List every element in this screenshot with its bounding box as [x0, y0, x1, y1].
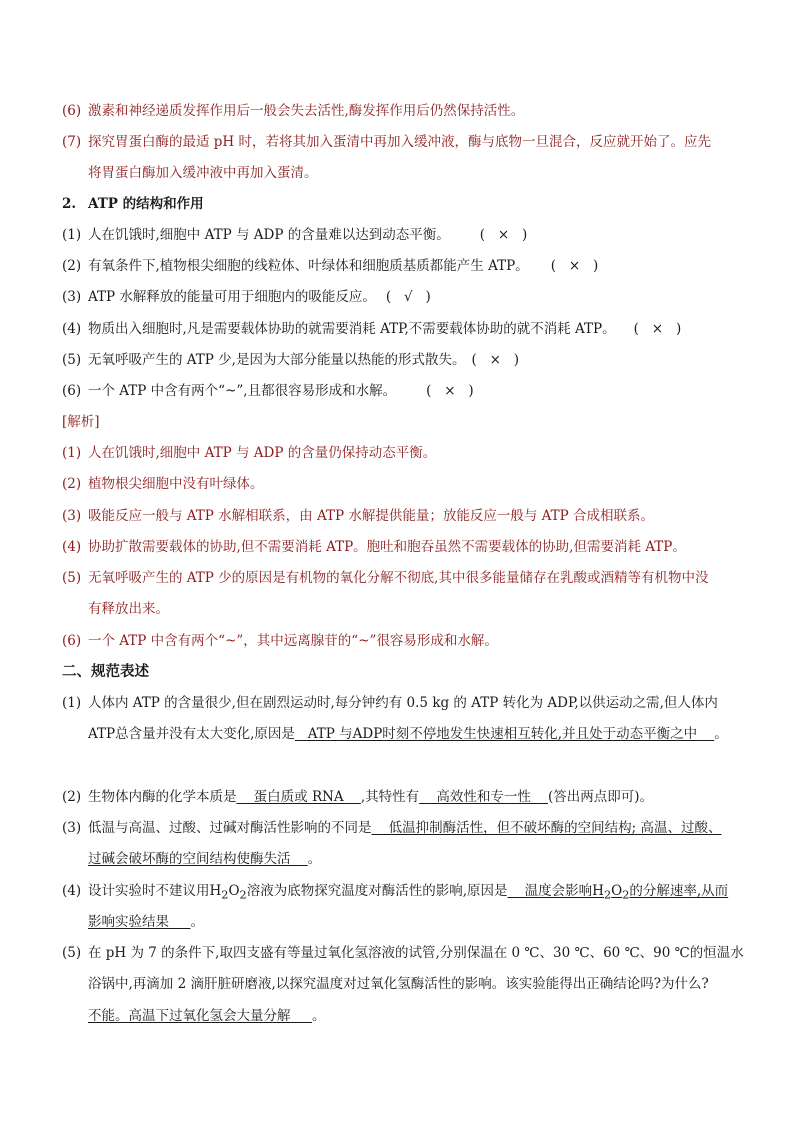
answer-mark: ( × )	[426, 383, 474, 399]
question-item: (3) 低温与高温、过酸、过碱对酶活性影响的不同是 低温抑制酶活性，但不破坏酶的空间结构; 高温、过酸、	[62, 820, 722, 836]
statement-item: (7) 探究胃蛋白酶的最适 pH 时，若将其加入蛋清中再加入缓冲液，酶与底物一旦混合，反应就开始了。应先	[62, 134, 711, 150]
fill-in-answer: 不能。高温下过氧化氢会大量分解	[88, 1008, 312, 1024]
answer-mark: ( × )	[479, 227, 528, 243]
question-continuation: ATP总含量并没有太大变化,原因是 ATP 与ADP时刻不停地发生快速相互转化,并且处于动态平衡之中 。	[88, 726, 728, 742]
question-continuation: 影响实验结果 。	[88, 914, 204, 930]
fill-in-answer: 影响实验结果	[88, 914, 191, 930]
statement-continuation: 将胃蛋白酶加入缓冲液中再加入蛋清。	[88, 165, 318, 181]
analysis-label: [解析]	[62, 414, 100, 430]
statement-item: (2) 有氧条件下,植物根尖细胞的线粒体、叶绿体和细胞质基质都能产生 ATP。 ( × )	[62, 258, 599, 274]
answer-mark: ( × )	[633, 321, 682, 337]
statement-item: (5) 无氧呼吸产生的 ATP 少,是因为大部分能量以热能的形式散失。 ( × )	[62, 352, 520, 368]
question-item: (4) 设计实验时不建议用$H_2O_2$溶液为底物探究温度对酶活性的影响,原因是 温度会影响$H_2O_2$的分解速率,从而	[62, 883, 729, 902]
question-item: (5) 在 pH 为 7 的条件下,取四支盛有等量过氧化氢溶液的试管,分别保温在 0 ℃、30 ℃、60 ℃、90 ℃的恒温水	[62, 945, 744, 961]
section-heading: 2. ATP 的结构和作用	[62, 196, 204, 212]
analysis-item: (5) 无氧呼吸产生的 ATP 少的原因是有机物的氧化分解不彻底,其中很多能量储存在乳酸或酒精等有机物中没	[62, 570, 709, 586]
question-continuation: 过碱会破坏酶的空间结构使酶失活 。	[88, 851, 322, 867]
fill-in-answer: 过碱会破坏酶的空间结构使酶失活	[88, 851, 308, 867]
fill-in-answer: 温度会影响$H_2O_2$的分解速率,从而	[507, 883, 729, 902]
analysis-item: (3) 吸能反应一般与 ATP 水解相联系，由 ATP 水解提供能量；放能反应一般与 ATP 合成相联系。	[62, 508, 655, 524]
statement-item: (3) ATP 水解释放的能量可用于细胞内的吸能反应。 ( √ )	[62, 289, 431, 305]
question-continuation: 浴锅中,再滴加 2 滴肝脏研磨液,以探究温度对过氧化氢酶活性的影响。该实验能得出正确结论吗?为什么?	[88, 976, 709, 992]
section-heading: 二、规范表述	[62, 663, 149, 680]
fill-in-answer: 高效性和专一性	[419, 789, 548, 805]
fill-in-answer: ATP 与ADP时刻不停地发生快速相互转化,并且处于动态平衡之中	[294, 726, 715, 742]
fill-in-answer: 蛋白质或 RNA	[236, 789, 361, 805]
analysis-item: (2) 植物根尖细胞中没有叶绿体。	[62, 476, 264, 492]
statement-item: (4) 物质出入细胞时,凡是需要载体协助的就需要消耗 ATP,不需要载体协助的就不消耗 ATP。 ( × )	[62, 321, 682, 337]
analysis-item: (1) 人在饥饿时,细胞中 ATP 与 ADP 的含量仍保持动态平衡。	[62, 445, 437, 461]
statement-item: (6) 一个 ATP 中含有两个“~”,且都很容易形成和水解。 ( × )	[62, 383, 474, 399]
statement-item: (1) 人在饥饿时,细胞中 ATP 与 ADP 的含量难以达到动态平衡。 ( × )	[62, 227, 528, 243]
analysis-item: (4) 协助扩散需要载体的协助,但不需要消耗 ATP。胞吐和胞吞虽然不需要载体的协助,但需要消耗 ATP。	[62, 539, 686, 555]
question-continuation: 不能。高温下过氧化氢会大量分解 。	[88, 1008, 326, 1024]
question-item: (2) 生物体内酶的化学本质是 蛋白质或 RNA ,其特性有 高效性和专一性 (答出两点即可)。	[62, 789, 654, 805]
fill-in-answer: 低温抑制酶活性，但不破坏酶的空间结构; 高温、过酸、	[371, 820, 722, 836]
answer-mark: ( × )	[550, 258, 599, 274]
analysis-continuation: 有释放出来。	[88, 601, 169, 617]
analysis-item: (6) 一个 ATP 中含有两个“~”，其中远离腺苷的“~”很容易形成和水解。	[62, 633, 498, 649]
question-item: (1) 人体内 ATP 的含量很少,但在剧烈运动时,每分钟约有 0.5 kg 的 ATP 转化为 ADP,以供运动之需,但人体内	[62, 695, 718, 711]
answer-mark: ( √ )	[385, 289, 431, 305]
answer-mark: ( × )	[471, 352, 520, 368]
statement-item: (6) 激素和神经递质发挥作用后一般会失去活性,酶发挥作用后仍然保持活性。	[62, 103, 525, 119]
